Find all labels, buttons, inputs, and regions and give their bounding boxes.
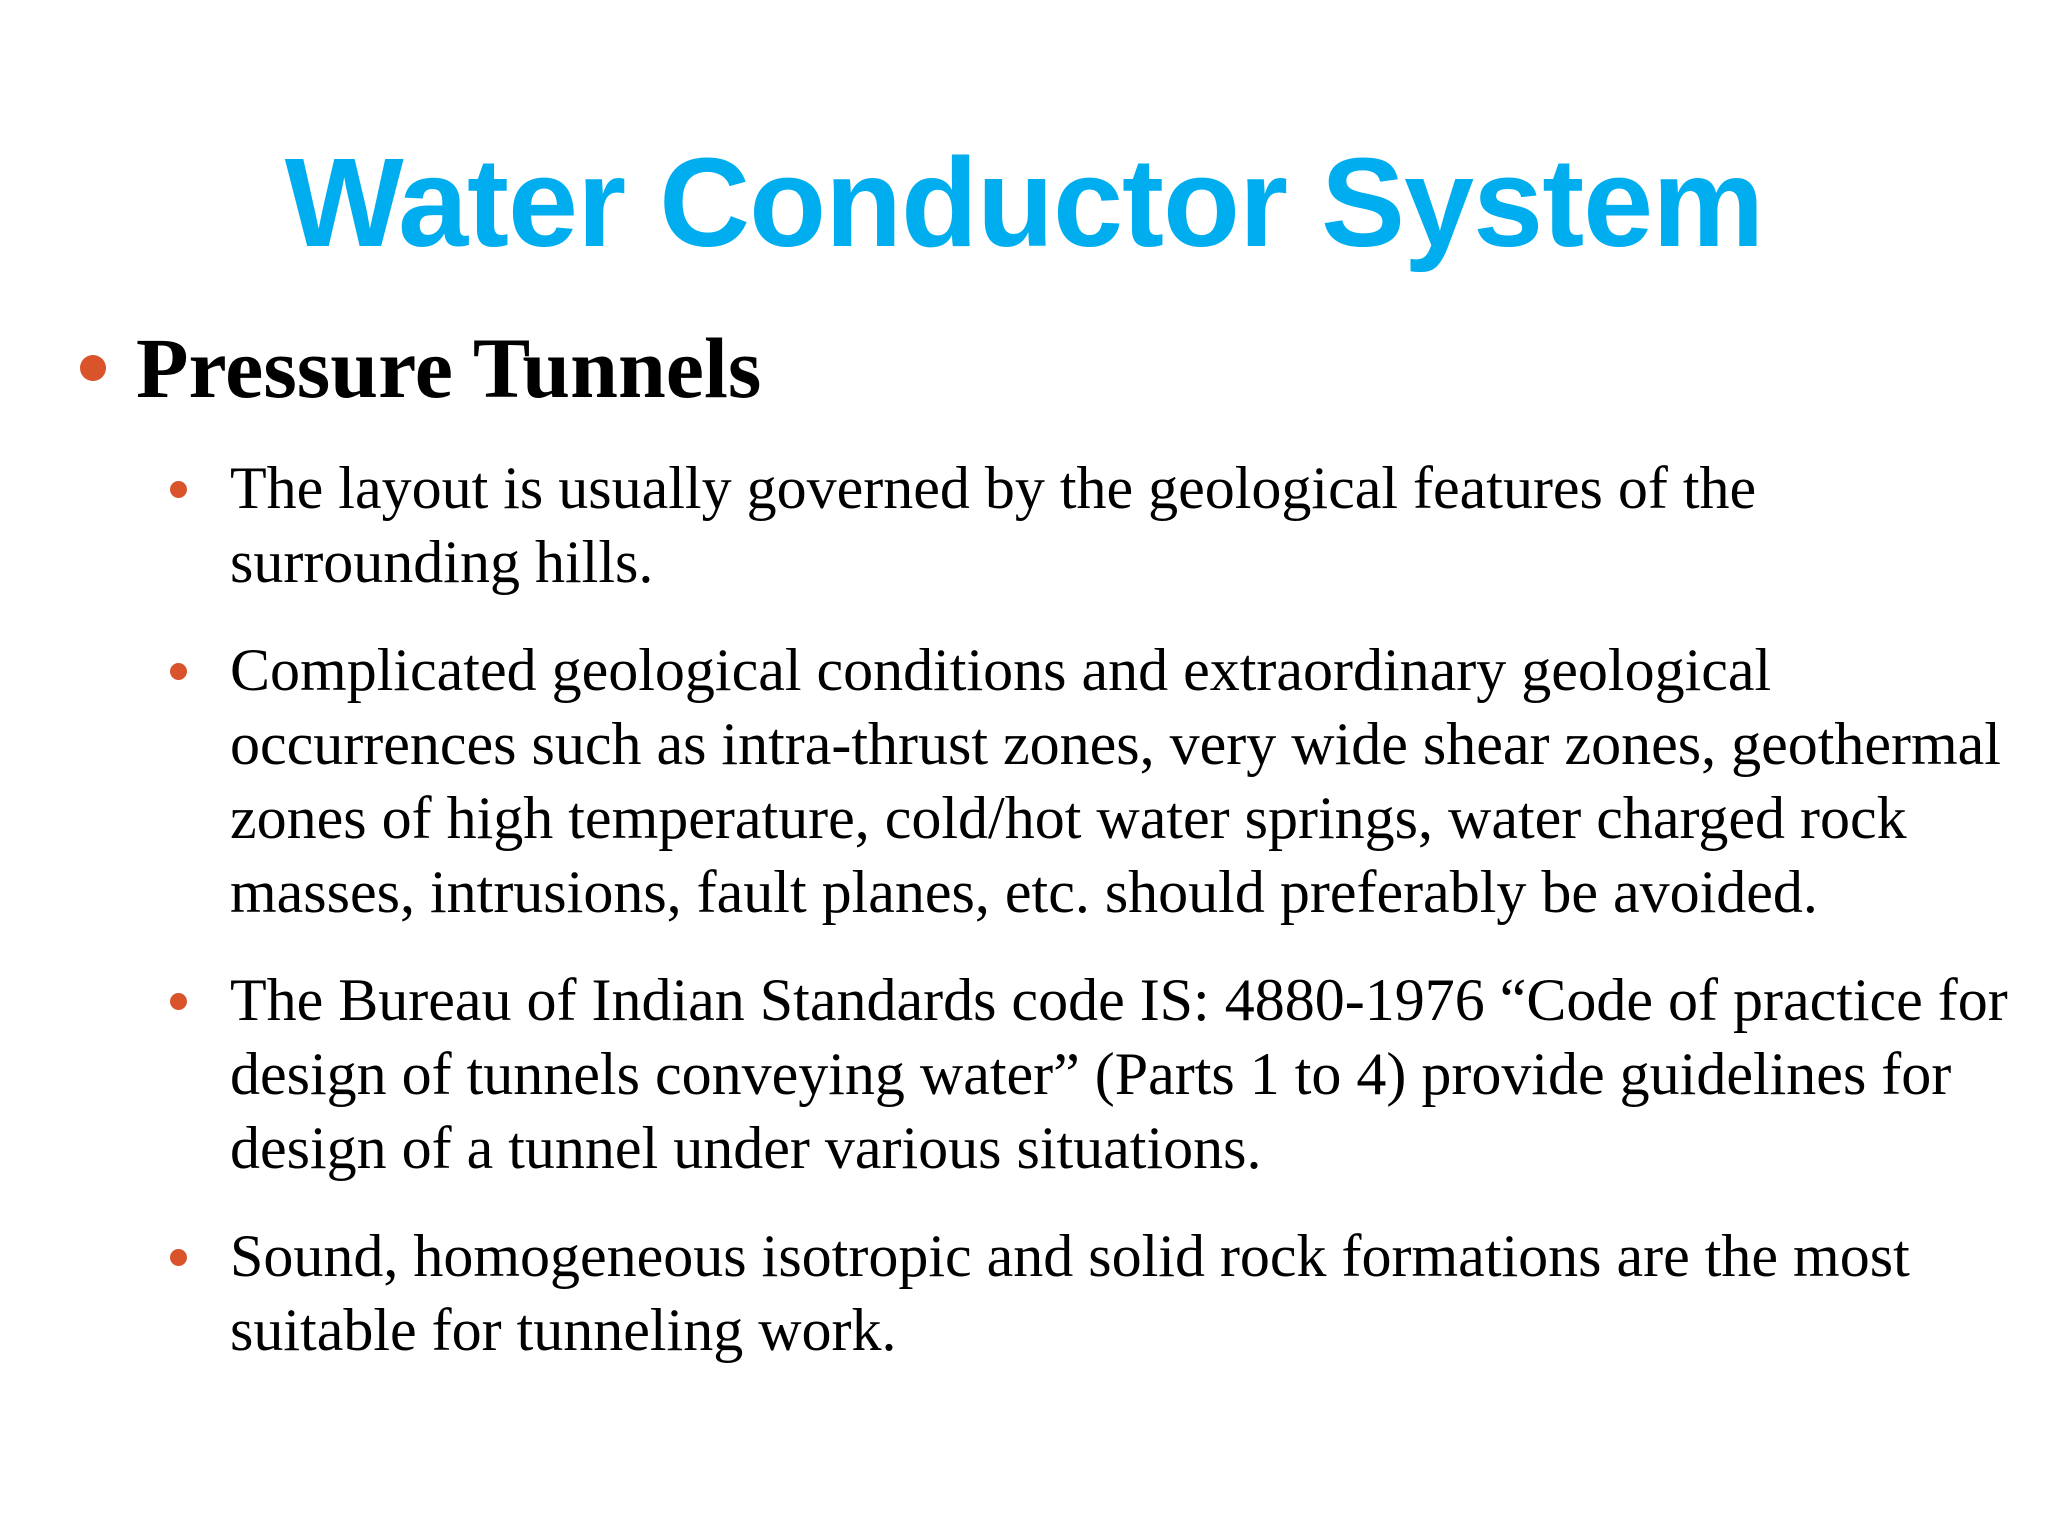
bullet-icon [170, 663, 187, 680]
bullet-icon [170, 481, 187, 498]
sub-bullet-item [166, 1219, 2016, 1367]
bullet-icon [170, 1249, 187, 1266]
slide-title: Water Conductor System [284, 132, 1764, 273]
sub-bullet-text: Sound, homogeneous isotropic and solid rock formations are the most suitable for tunneling work. [230, 1223, 1910, 1363]
sub-bullet-item [166, 963, 2016, 1185]
sub-bullet-item [166, 633, 2016, 929]
sub-bullet-text: Complicated geological conditions and extraordinary geological occurrences such as intra-thrust zones, very wide shear zones, geothermal zones of high temperature, cold/hot water springs, water charged rock masses, intrusions, fault planes, etc. should preferably be avoided. [230, 637, 2001, 925]
section-heading: Pressure Tunnels [136, 320, 762, 416]
sub-bullet-text: The layout is usually governed by the geological features of the surrounding hills. [230, 455, 1757, 595]
sub-bullet-list [166, 451, 2016, 1401]
bullet-icon [80, 355, 106, 381]
heading-item [80, 318, 761, 418]
bullet-icon [170, 993, 187, 1010]
sub-bullet-text: The Bureau of Indian Standards code IS: 4880-1976 “Code of practice for design of tunnels conveying water” (Parts 1 to 4) provide guidelines for design of a tunnel under various situations. [230, 967, 2008, 1181]
sub-bullet-item [166, 451, 2016, 599]
